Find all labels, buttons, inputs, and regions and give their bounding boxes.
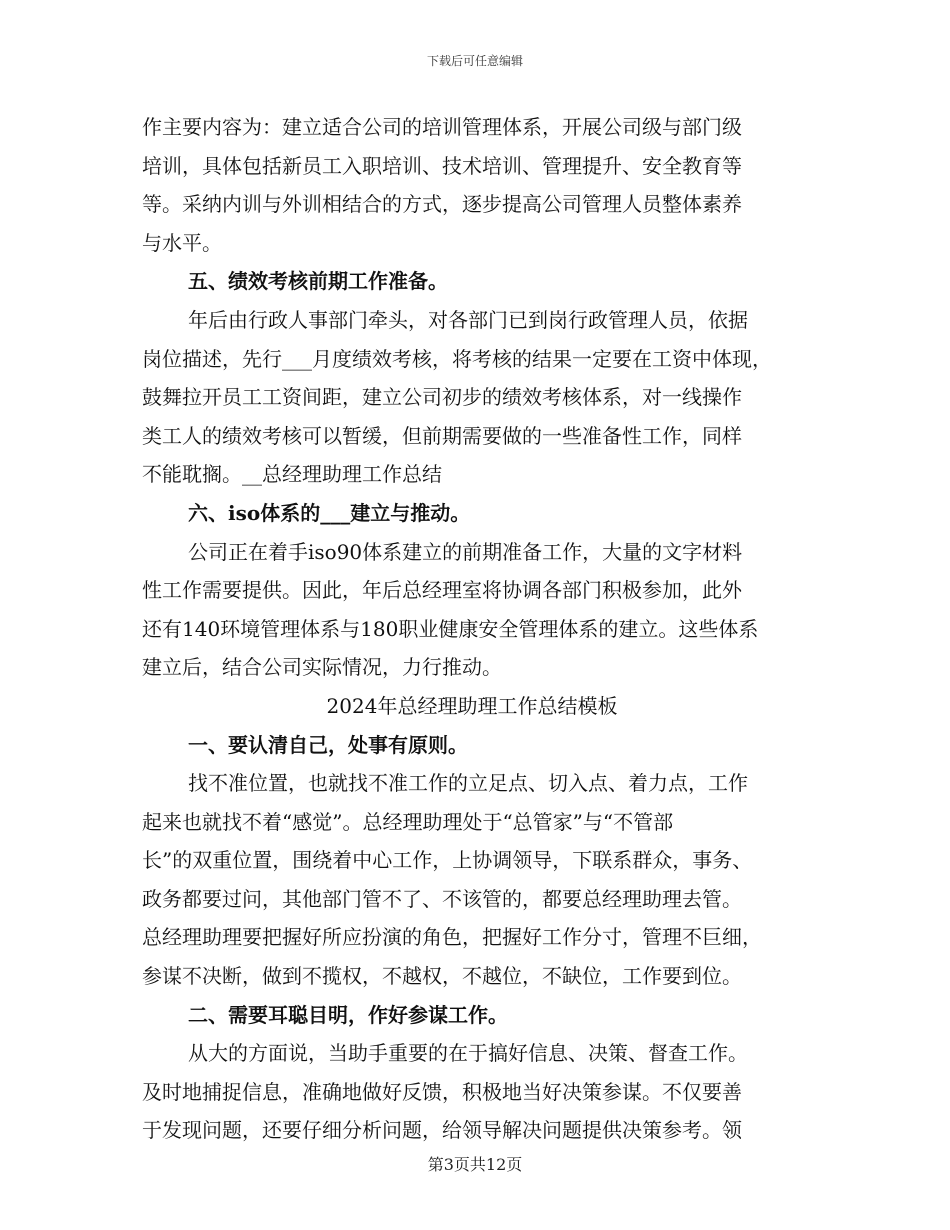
paragraph-line: 及时地捕捉信息，准确地做好反馈，积极地当好决策参谋。不仅要善 xyxy=(142,1079,742,1104)
paragraph-line: 找不准位置，也就找不准工作的立足点、切入点、着力点，工作 xyxy=(188,771,748,796)
section-heading: 二、需要耳聪目明，作好参谋工作。 xyxy=(188,1002,508,1027)
paragraph-line: 于发现问题，还要仔细分析问题，给领导解决问题提供决策参考。领 xyxy=(142,1118,742,1143)
paragraph-line: 还有140环境管理体系与180职业健康安全管理体系的建立。这些体系 xyxy=(142,616,759,641)
document-body xyxy=(142,108,802,1150)
page-footer: 第3页共12页 xyxy=(427,1155,523,1174)
paragraph-line: 公司正在着手iso90体系建立的前期准备工作，大量的文字材料 xyxy=(188,539,743,564)
paragraph-line: 长”的双重位置，围绕着中心工作，上协调领导，下联系群众，事务、 xyxy=(142,848,753,873)
paragraph-line: 起来也就找不着“感觉”。总经理助理处于“总管家”与“不管部 xyxy=(142,809,674,834)
section-heading: 一、要认清自己，处事有原则。 xyxy=(188,732,468,757)
paragraph-line: 等。采纳内训与外训相结合的方式，逐步提高公司管理人员整体素养 xyxy=(142,192,742,217)
paragraph-line: 参谋不决断，做到不揽权，不越权，不越位，不缺位，工作要到位。 xyxy=(142,964,742,989)
paragraph-line: 培训，具体包括新员工入职培训、技术培训、管理提升、安全教育等 xyxy=(142,153,742,178)
paragraph-line: 年后由行政人事部门牵头，对各部门已到岗行政管理人员，依据 xyxy=(188,307,748,332)
paragraph-line: 不能耽搁。__总经理助理工作总结 xyxy=(142,462,442,487)
paragraph-line: 与水平。 xyxy=(142,230,222,255)
paragraph-line: 从大的方面说，当助手重要的在于搞好信息、决策、督查工作。 xyxy=(188,1041,748,1066)
document-title: 2024年总经理助理工作总结模板 xyxy=(326,693,618,718)
paragraph-line: 岗位描述，先行___月度绩效考核，将考核的结果一定要在工资中体现， xyxy=(142,346,772,371)
paragraph-line: 性工作需要提供。因此，年后总经理室将协调各部门积极参加，此外 xyxy=(142,578,742,603)
paragraph-line: 总经理助理要把握好所应扮演的角色，把握好工作分寸，管理不巨细， xyxy=(142,925,762,950)
page-header: 下载后可任意编辑 xyxy=(426,54,523,68)
paragraph-line: 类工人的绩效考核可以暂缓，但前期需要做的一些准备性工作，同样 xyxy=(142,423,742,448)
paragraph-line: 政务都要过问，其他部门管不了、不该管的，都要总经理助理去管。 xyxy=(142,886,742,911)
paragraph-line: 建立后，结合公司实际情况，力行推动。 xyxy=(142,655,502,680)
section-heading: 五、绩效考核前期工作准备。 xyxy=(188,269,448,294)
paragraph-line: 作主要内容为：建立适合公司的培训管理体系，开展公司级与部门级 xyxy=(142,115,742,139)
paragraph-line: 鼓舞拉开员工工资间距，建立公司初步的绩效考核体系，对一线操作 xyxy=(142,385,742,410)
section-heading: 六、iso体系的___建立与推动。 xyxy=(188,500,471,525)
